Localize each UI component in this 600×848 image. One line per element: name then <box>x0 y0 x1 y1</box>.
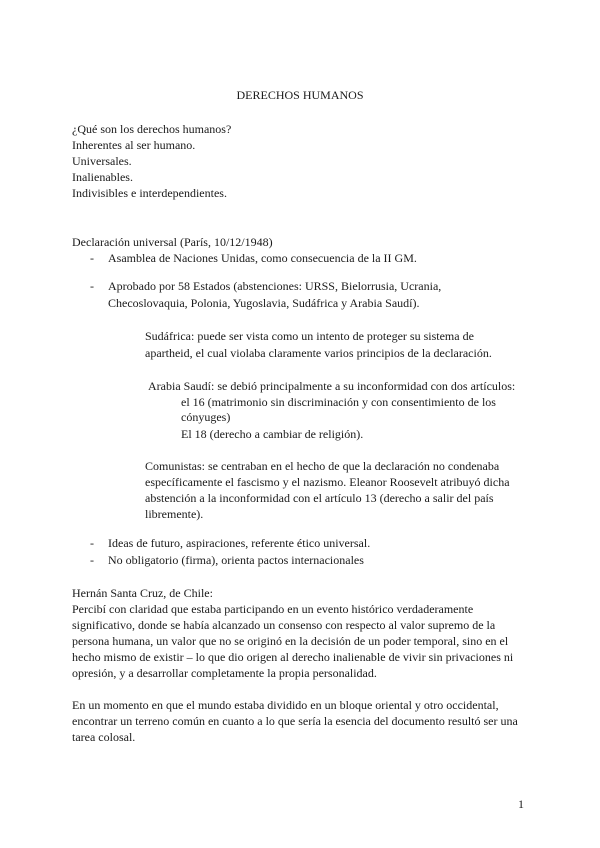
bullet-marker: - <box>90 536 94 550</box>
intro-item: Inalienables. <box>72 170 133 184</box>
arabia-article: El 18 (derecho a cambiar de religión). <box>181 427 364 441</box>
bullet-item-continuation: Checoslovaquia, Polonia, Yugoslavia, Sudáfrica y Arabia Saudí). <box>108 296 420 310</box>
arabia-note: Arabia Saudí: se debió principalmente a su inconformidad con dos artículos: <box>148 379 516 393</box>
sudafrica-note: Sudáfrica: puede ser vista como un intento de proteger su sistema de <box>145 329 474 343</box>
declaration-heading: Declaración universal (París, 10/12/1948) <box>72 235 273 249</box>
page-number: 1 <box>518 797 524 811</box>
intro-item: Indivisibles e interdependientes. <box>72 186 227 200</box>
sudafrica-note: apartheid, el cual violaba claramente varios principios de la declaración. <box>145 346 492 360</box>
comunistas-note: abstención a la inconformidad con el artículo 13 (derecho a salir del país <box>145 491 494 505</box>
santa-cruz-paragraph: opresión, y a desarrollar completamente la propia personalidad. <box>72 666 377 680</box>
comunistas-note: específicamente el fascismo y el nazismo. Eleanor Roosevelt atribuyó dicha <box>145 475 510 489</box>
comunistas-note: Comunistas: se centraban en el hecho de que la declaración no condenaba <box>145 459 500 473</box>
intro-question: ¿Qué son los derechos humanos? <box>72 122 232 136</box>
page-title: DERECHOS HUMANOS <box>236 88 364 102</box>
bullet-marker: - <box>90 279 94 293</box>
bullet-item: Asamblea de Naciones Unidas, como consecuencia de la II GM. <box>108 251 417 265</box>
comunistas-note: libremente). <box>145 507 204 521</box>
bullet-item: No obligatorio (firma), orienta pactos internacionales <box>108 553 364 567</box>
bullet-item: Aprobado por 58 Estados (abstenciones: URSS, Bielorrusia, Ucrania, <box>108 279 442 293</box>
closing-paragraph: tarea colosal. <box>72 730 136 744</box>
santa-cruz-paragraph: hecho mismo de existir – lo que dio origen al derecho inalienable de vivir sin privaciones ni <box>72 650 514 664</box>
closing-paragraph: En un momento en que el mundo estaba dividido en un bloque oriental y otro occidental, <box>72 698 499 712</box>
intro-item: Inherentes al ser humano. <box>72 138 196 152</box>
intro-item: Universales. <box>72 154 132 168</box>
bullet-marker: - <box>90 553 94 567</box>
santa-cruz-paragraph: persona humana, un valor que no se originó en la decisión de un poder temporal, sino en el <box>72 634 509 648</box>
bullet-item: Ideas de futuro, aspiraciones, referente ético universal. <box>108 536 371 550</box>
santa-cruz-paragraph: significativo, donde se había alcanzado un consenso con respecto al valor supremo de la <box>72 618 496 632</box>
bullet-marker: - <box>90 251 94 265</box>
closing-paragraph: encontrar un terreno común en cuanto a lo que sería la esencia del documento resultó ser una <box>72 714 518 728</box>
santa-cruz-heading: Hernán Santa Cruz, de Chile: <box>72 586 213 600</box>
santa-cruz-paragraph: Percibí con claridad que estaba participando en un evento histórico verdaderamente <box>72 602 474 616</box>
arabia-article: el 16 (matrimonio sin discriminación y con consentimiento de los <box>181 395 496 409</box>
arabia-article: cónyuges) <box>181 410 231 424</box>
